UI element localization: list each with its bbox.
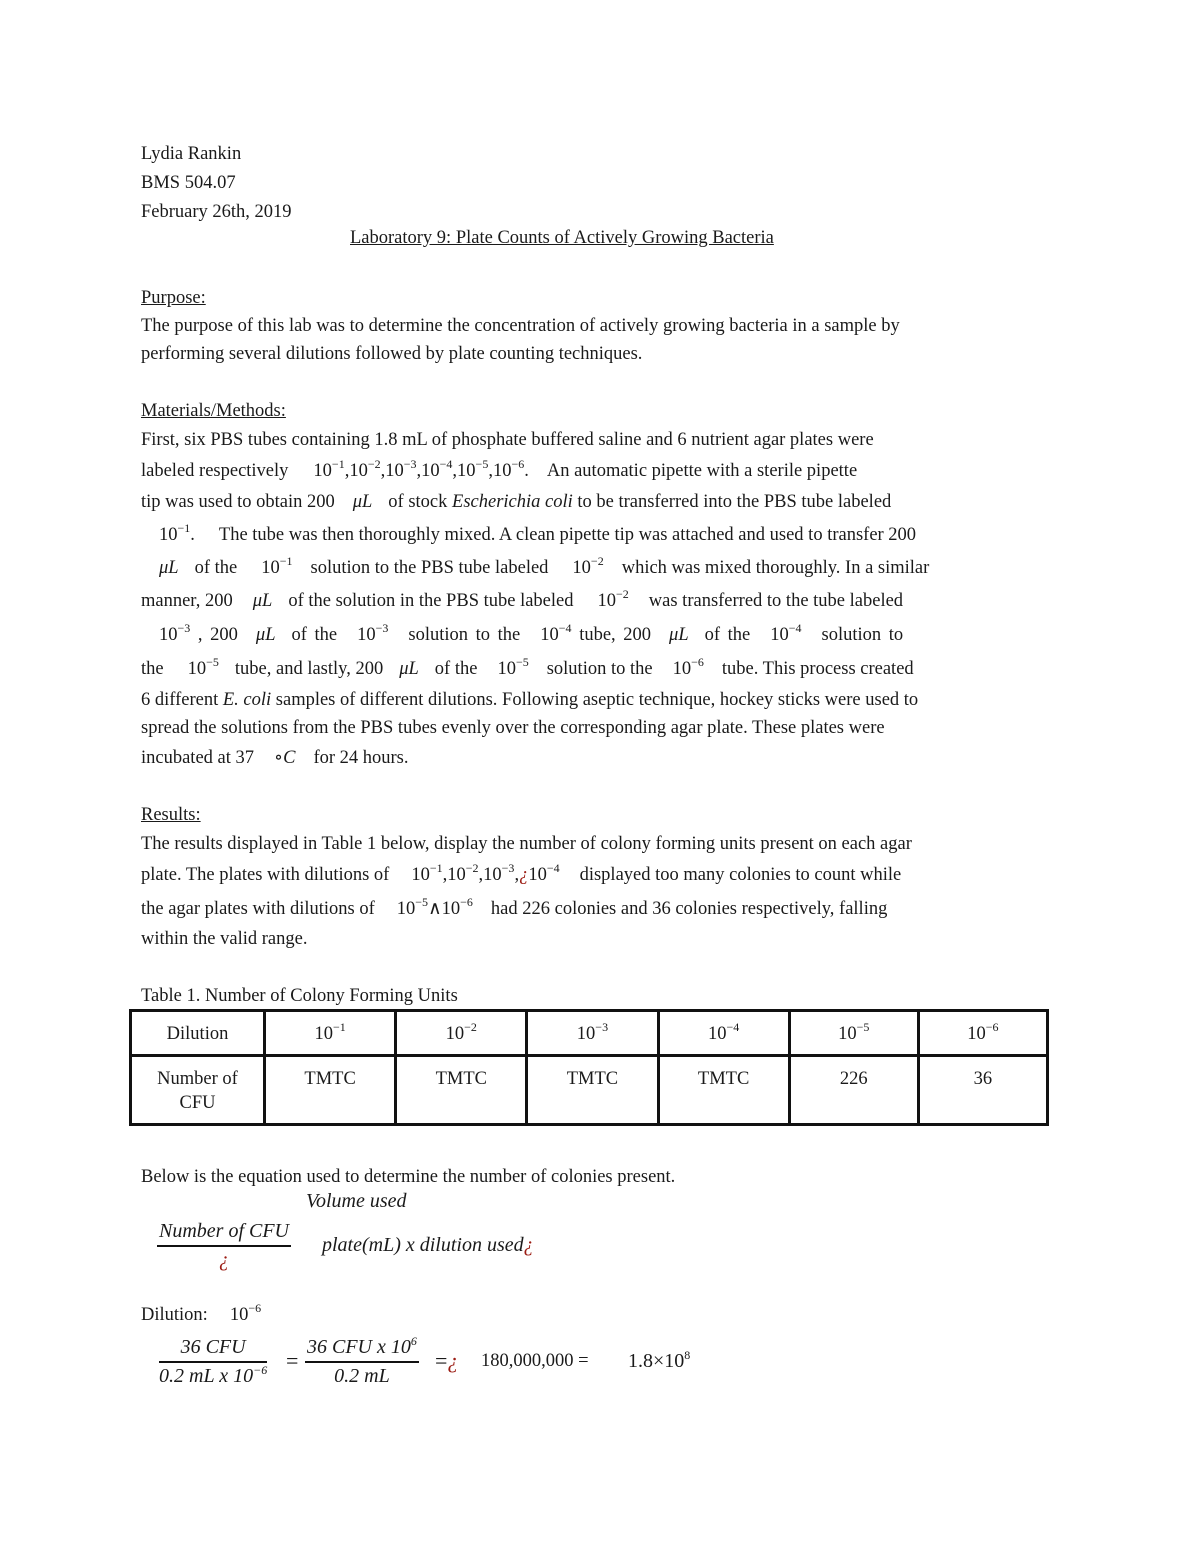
- table-header-label: Dilution: [131, 1011, 265, 1056]
- table-header-row: [131, 1011, 1048, 1056]
- results-line-3: the agar plates with dilutions of $10^{-5}\wedge 10^{-6}$ had 226 colonies and 36 colonies respectively, falling: [141, 895, 888, 919]
- methods-line-9: 6 different E. coli samples of different dilutions. Following aseptic technique, hockey sticks were used to: [141, 690, 919, 710]
- table-caption: Table 1. Number of Colony Forming Units: [141, 986, 458, 1006]
- purpose-line-2: performing several dilutions followed by plate counting techniques.: [141, 344, 643, 364]
- scientific-notation: $1.8\times 10^8$: [628, 1348, 691, 1372]
- dilution-header-cell: $10^{-6}$: [918, 1011, 1047, 1056]
- methods-line-6: manner, 200 μL of the solution in the PBS tube labeled $10^{-2}$ was transferred to the tube labeled: [141, 587, 904, 611]
- lab-title: Laboratory 9: Plate Counts of Actively Growing Bacteria: [350, 228, 774, 248]
- calc-fraction-2: 36 CFU x $10^6$ 0.2 mL: [307, 1334, 417, 1387]
- cfu-cell: 36: [918, 1056, 1047, 1125]
- methods-line-11: incubated at 37 ∘C for 24 hours.: [141, 748, 409, 768]
- dilution-header-cell: $10^{-5}$: [789, 1011, 918, 1056]
- calc-fraction-1: 36 CFU 0.2 mL x $10^{-6}$: [159, 1336, 268, 1387]
- results-line-4: within the valid range.: [141, 929, 308, 949]
- table-row: [131, 1056, 1048, 1125]
- methods-line-5: μL of the $10^{-1}$ solution to the PBS tube labeled $10^{-2}$ which was mixed thoroughly. In a similar: [159, 554, 930, 578]
- methods-line-10: spread the solutions from the PBS tubes evenly over the corresponding agar plate. These plates were: [141, 718, 885, 738]
- dilution-header-cell: $10^{-3}$: [527, 1011, 658, 1056]
- cfu-cell: TMTC: [396, 1056, 527, 1125]
- author-name: Lydia Rankin: [141, 144, 242, 164]
- cfu-cell: TMTC: [265, 1056, 396, 1125]
- dilution-header-cell: $10^{-1}$: [265, 1011, 396, 1056]
- cfu-table: [129, 1009, 1049, 1126]
- volume-used-label: Volume used: [306, 1190, 407, 1212]
- results-line-2: plate. The plates with dilutions of $10^{-1},10^{-2},10^{-3},¿10^{-4}$ displayed too many colonies to count while: [141, 861, 902, 885]
- course-code: BMS 504.07: [141, 173, 236, 193]
- dilution-label: Dilution: $10^{-6}$: [141, 1301, 262, 1325]
- methods-line-3: tip was used to obtain 200 μL of stock Escherichia coli to be transferred into the PBS tube labeled: [141, 492, 892, 512]
- purpose-heading: Purpose:: [141, 288, 206, 308]
- results-line-1: The results displayed in Table 1 below, display the number of colony forming units present on each agar: [141, 834, 912, 854]
- equals-sign: =: [286, 1348, 299, 1373]
- equals-sign: =¿: [435, 1348, 459, 1373]
- cfu-cell: 226: [789, 1056, 918, 1125]
- report-date: February 26th, 2019: [141, 202, 292, 222]
- methods-line-8: the $10^{-5}$ tube, and lastly, 200 μL of the $10^{-5}$ solution to the $10^{-6}$ tube. This process created: [141, 655, 914, 679]
- cfu-cell: TMTC: [658, 1056, 789, 1125]
- formula-rest: plate(mL) x dilution used¿: [322, 1234, 534, 1256]
- purpose-line-1: The purpose of this lab was to determine the concentration of actively growing bacteria in a sample by: [141, 316, 900, 336]
- row-label: Number of CFU: [131, 1056, 265, 1125]
- methods-line-2: labeled respectively $10^{-1},10^{-2},10^{-3},10^{-4},10^{-5},10^{-6}$. An automatic pipette with a sterile pipette: [141, 457, 858, 481]
- dilution-header-cell: $10^{-4}$: [658, 1011, 789, 1056]
- equation-intro: Below is the equation used to determine the number of colonies present.: [141, 1167, 676, 1187]
- methods-heading: Materials/Methods:: [141, 401, 286, 421]
- calc-result: 180,000,000 =: [481, 1351, 589, 1371]
- methods-line-1: First, six PBS tubes containing 1.8 mL of phosphate buffered saline and 6 nutrient agar plates were: [141, 430, 874, 450]
- methods-line-4: $10^{-1}$. The tube was then thoroughly mixed. A clean pipette tip was attached and used to transfer 200: [159, 521, 917, 545]
- results-heading: Results:: [141, 805, 201, 825]
- dilution-header-cell: $10^{-2}$: [396, 1011, 527, 1056]
- cfu-formula-fraction: Number of CFU ¿: [159, 1220, 289, 1271]
- methods-line-7: $10^{-3}$ , 200 μL of the $10^{-3}$ solution to the $10^{-4}$ tube, 200 μL of the $10^{-4}$ solution to: [159, 621, 904, 645]
- cfu-cell: TMTC: [527, 1056, 658, 1125]
